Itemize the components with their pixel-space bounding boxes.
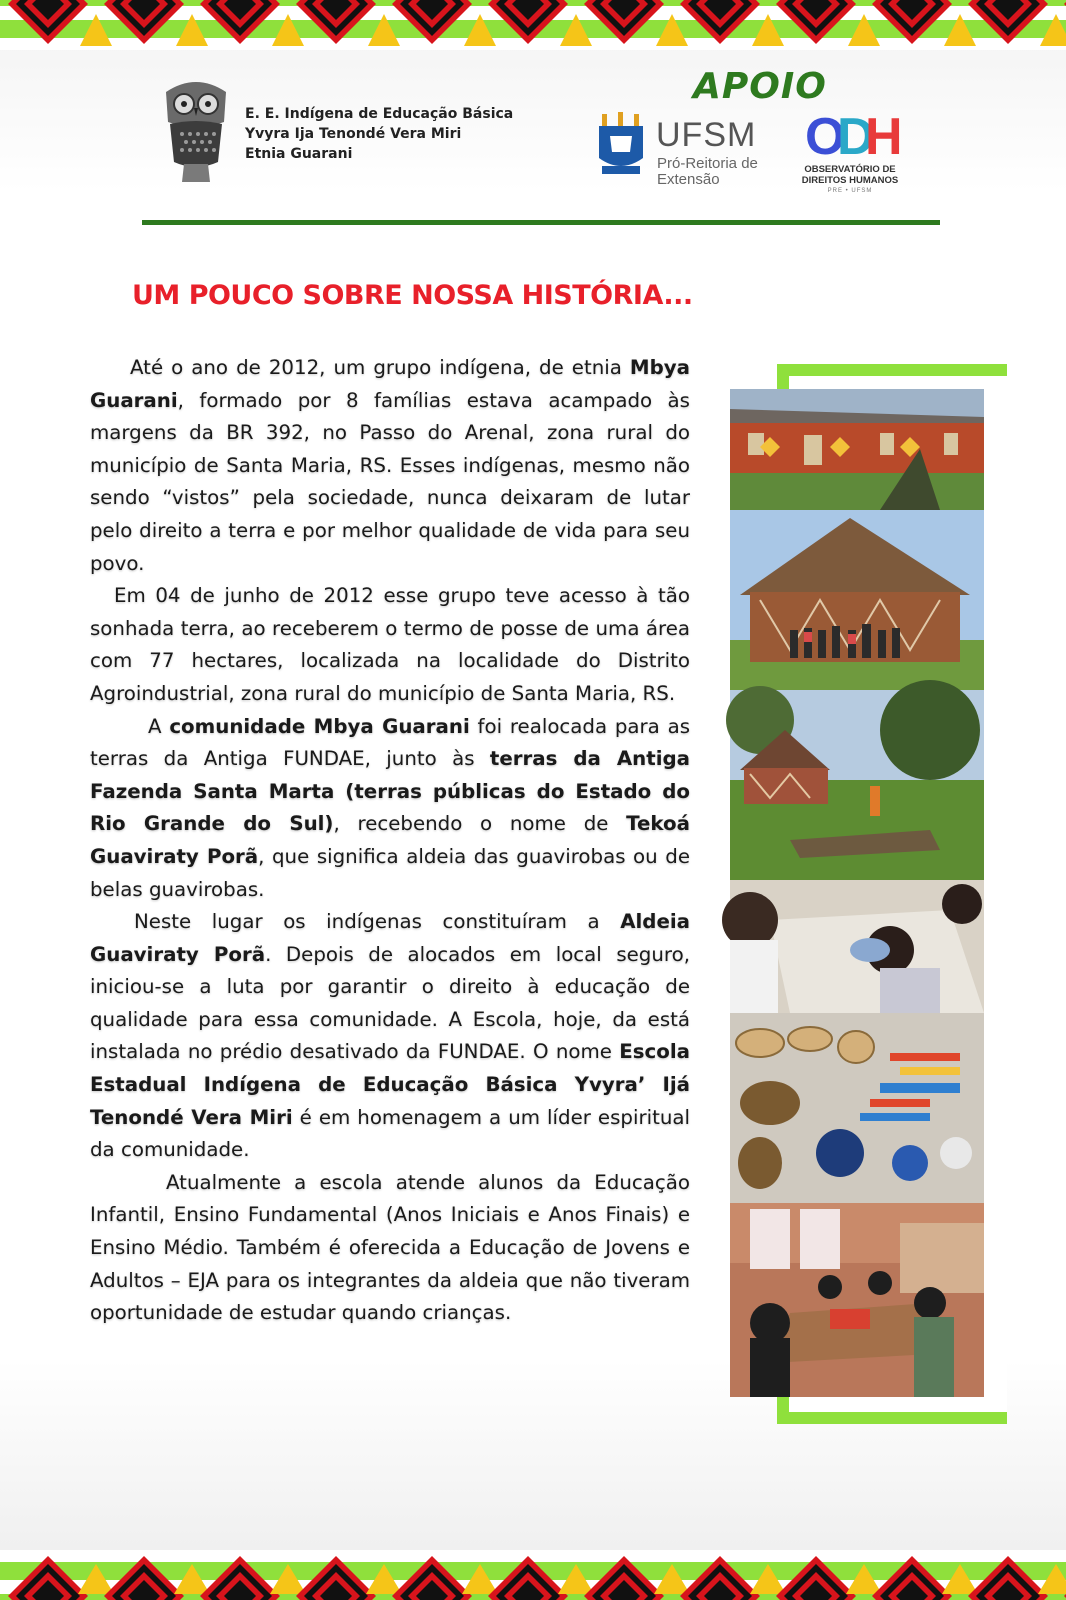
header-divider: [142, 220, 940, 225]
school-line-2: Yvyra Ija Tenondé Vera Miri: [245, 126, 462, 142]
odh-letter-d: D: [837, 108, 875, 166]
paragraph-3: A comunidade Mbya Guarani foi realocada para as terras da Antiga FUNDAE, junto às terras da Antiga Fazenda Santa Marta (terras públicas do Estado do Rio Grande do Sul), recebendo o nome de Tekoá Guaviraty Porã, que significa aldeia das guavirobas ou de belas guavirobas.: [90, 714, 691, 901]
tribal-pattern-bottom: [0, 1550, 1066, 1600]
yard-trees-photo: [730, 690, 984, 880]
classroom-drawing-photo: [730, 880, 984, 1013]
school-identification: [245, 104, 513, 164]
odh-letter-h: H: [865, 108, 903, 166]
ufsm-name: UFSM: [656, 116, 757, 154]
odh-sub-line-1: OBSERVATÓRIO DE: [804, 164, 896, 175]
odh-logo-icon: [805, 106, 903, 166]
ufsm-subtitle: [657, 156, 777, 188]
odh-sub-line-2: DIREITOS HUMANOS: [801, 175, 899, 186]
emphasis-community: comunidade Mbya Guarani: [169, 714, 470, 738]
bottom-decorative-border: [0, 1550, 1066, 1600]
school-building-photo: [730, 389, 984, 510]
ufsm-sub-line-1: Pró-Reitoria de: [657, 155, 758, 172]
section-title: UM POUCO SOBRE NOSSA HISTÓRIA...: [132, 280, 693, 311]
ufsm-emblem-icon: [596, 112, 646, 180]
emphasis-school-name: Escola Estadual Indígena de Educação Básica Yvyra’ Ijá Tenondé Vera Miri: [90, 1040, 690, 1129]
odh-letter-o: O: [805, 108, 846, 166]
ufsm-sub-line-2: Extensão: [657, 171, 720, 188]
apoio-label: APOIO: [693, 66, 827, 107]
page-header: [0, 66, 1066, 208]
emphasis-aldeia: Aldeia Guaviraty Porã: [90, 910, 690, 966]
owl-icon: [158, 78, 234, 184]
paragraph-1: Até o ano de 2012, um grupo indígena, de etnia Mbya Guarani, formado por 8 famílias estava acampado às margens da BR 392, no Passo do Arenal, zona rural do município de Santa Maria, RS. Esses indígenas, mesmo não sendo “vistos” pela sociedade, nunca deixaram de lutar pelo direito a terra e por melhor qualidade de vida para seu povo.: [90, 356, 690, 575]
wooden-house-children-photo: [730, 510, 984, 690]
students-meeting-photo: [730, 1203, 984, 1397]
top-decorative-border: [0, 0, 1066, 50]
history-article: [90, 352, 690, 1330]
emphasis-mbya-guarani: Mbya Guarani: [90, 356, 690, 412]
paragraph-5: Atualmente a escola atende alunos da Educação Infantil, Ensino Fundamental (Anos Iniciais e Anos Finais) e Ensino Médio. Também é oferecida a Educação de Jovens e Adultos – EJA para os integrantes da aldeia que não tiveram oportunidade de estudar quando crianças.: [90, 1170, 690, 1325]
emphasis-santa-marta: terras da Antiga Fazenda Santa Marta (terras públicas do Estado do Rio Grande do Sul): [90, 747, 690, 836]
odh-sub-line-3: PRE • UFSM: [827, 188, 873, 194]
paragraph-4: Neste lugar os indígenas constituíram a Aldeia Guaviraty Porã. Depois de alocados em local seguro, iniciou-se a luta por garantir o direito à educação de qualidade para essa comunidade. A Escola, hoje, da está instalada no prédio desativado da FUNDAE. O nome Escola Estadual Indígena de Educação Básica Yvyra’ Ijá Tenondé Vera Miri é em homenagem a um líder espiritual da comunidade.: [90, 910, 690, 1162]
odh-subtitle: [800, 164, 900, 197]
handicraft-table-photo: [730, 1013, 984, 1203]
tribal-pattern-top: [0, 0, 1066, 50]
emphasis-tekoa: Tekoá Guaviraty Porã: [90, 812, 690, 868]
school-line-3: Etnia Guarani: [245, 146, 353, 162]
photo-collage: [730, 389, 984, 1397]
paragraph-2: Em 04 de junho de 2012 esse grupo teve acesso à tão sonhada terra, ao receberem o termo de posse de uma área com 77 hectares, localizada na localidade do Distrito Agroindustrial, zona rural do município de Santa Maria, RS.: [90, 584, 690, 705]
school-line-1: E. E. Indígena de Educação Básica: [245, 106, 514, 122]
